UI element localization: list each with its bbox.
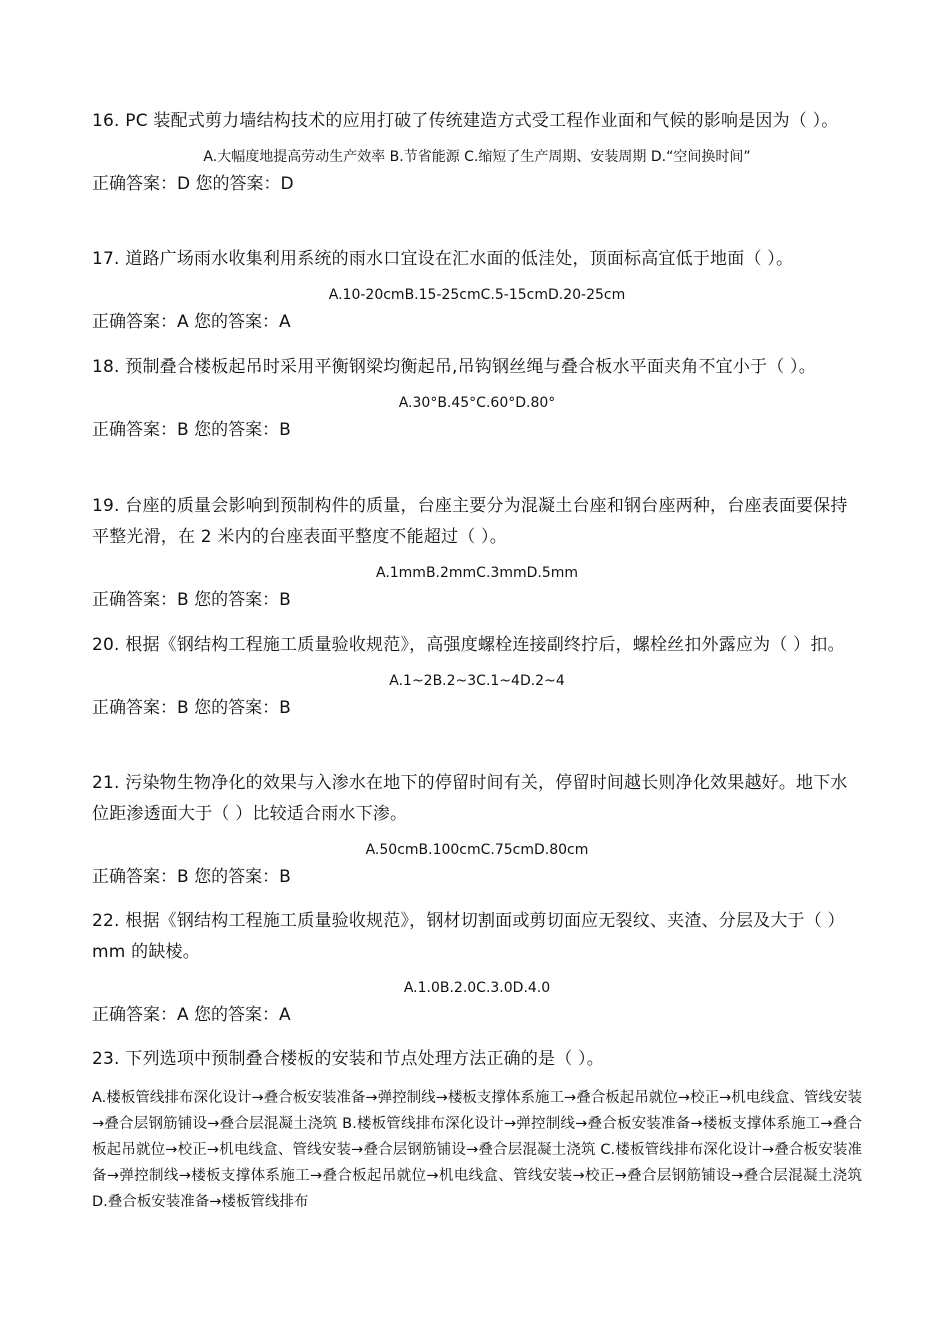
- question-options: A.1.0B.2.0C.3.0D.4.0: [403, 980, 551, 996]
- answer-line: 正确答案：A 您的答案：A: [92, 1005, 291, 1025]
- question-options: A.30°B.45°C.60°D.80°: [398, 395, 556, 411]
- question-stem: 19. 台座的质量会影响到预制构件的质量，台座主要分为混凝土台座和钢台座两种，台座表面要保持平整光滑，在 2 米内的台座表面平整度不能超过（ ）。: [92, 496, 848, 547]
- question-stem: 21. 污染物生物净化的效果与入渗水在地下的停留时间有关，停留时间越长则净化效果越好。地下水位距渗透面大于（ ）比较适合雨水下渗。: [92, 773, 848, 824]
- question-17: [92, 244, 862, 334]
- question-options: A.10-20cmB.15-25cmC.5-15cmD.20-25cm: [328, 287, 626, 303]
- question-stem: 17. 道路广场雨水收集利用系统的雨水口宜设在汇水面的低洼处，顶面标高宜低于地面（ ）。: [92, 249, 794, 269]
- question-22: [92, 906, 862, 1027]
- question-options: A.大幅度地提高劳动生产效率 B.节省能源 C.缩短了生产周期、安装周期 D.“空间换时间”: [203, 149, 751, 165]
- question-21: [92, 768, 862, 889]
- question-options: A.1~2B.2~3C.1~4D.2~4: [389, 673, 565, 689]
- question-stem: 18. 预制叠合楼板起吊时采用平衡钢梁均衡起吊,吊钩钢丝绳与叠合板水平面夹角不宜小于（ ）。: [92, 357, 816, 377]
- question-stem: 23. 下列选项中预制叠合楼板的安装和节点处理方法正确的是（ ）。: [92, 1049, 604, 1069]
- answer-line: 正确答案：D 您的答案：D: [92, 174, 294, 194]
- question-options: A.50cmB.100cmC.75cmD.80cm: [365, 842, 589, 858]
- question-options: A.楼板管线排布深化设计→叠合板安装准备→弹控制线→楼板支撑体系施工→叠合板起吊就位→校正→机电线盒、管线安装→叠合层钢筋铺设→叠合层混凝土浇筑 B.楼板管线排布深化设计→弹控制线→叠合板安装准备→楼板支撑体系施工→叠合板起吊就位→校正→机电线盒、管线安装→叠合层钢筋铺设→叠合层混凝土浇筑 C.楼板管线排布深化设计→叠合板安装准备→弹控制线→楼板支撑体系施工→叠合板起吊就位→机电线盒、管线安装→校正→叠合层钢筋铺设→叠合层混凝土浇筑 D.叠合板安装准备→楼板管线排布: [92, 1090, 862, 1210]
- answer-line: 正确答案：A 您的答案：A: [92, 312, 291, 332]
- question-stem: 20. 根据《钢结构工程施工质量验收规范》，高强度螺栓连接副终拧后，螺栓丝扣外露应为（ ）扣。: [92, 635, 845, 655]
- question-19: [92, 491, 862, 612]
- answer-line: 正确答案：B 您的答案：B: [92, 420, 291, 440]
- question-stem: 16. PC 装配式剪力墙结构技术的应用打破了传统建造方式受工程作业面和气候的影响是因为（ ）。: [92, 111, 839, 131]
- answer-line: 正确答案：B 您的答案：B: [92, 590, 291, 610]
- answer-line: 正确答案：B 您的答案：B: [92, 867, 291, 887]
- question-options: A.1mmB.2mmC.3mmD.5mm: [375, 565, 579, 581]
- question-stem: 22. 根据《钢结构工程施工质量验收规范》，钢材切割面或剪切面应无裂纹、夹渣、分层及大于（ ）mm 的缺棱。: [92, 911, 845, 962]
- answer-line: 正确答案：B 您的答案：B: [92, 698, 291, 718]
- question-16: [92, 106, 862, 196]
- question-18: [92, 352, 862, 442]
- question-20: [92, 630, 862, 720]
- question-23: [92, 1044, 862, 1215]
